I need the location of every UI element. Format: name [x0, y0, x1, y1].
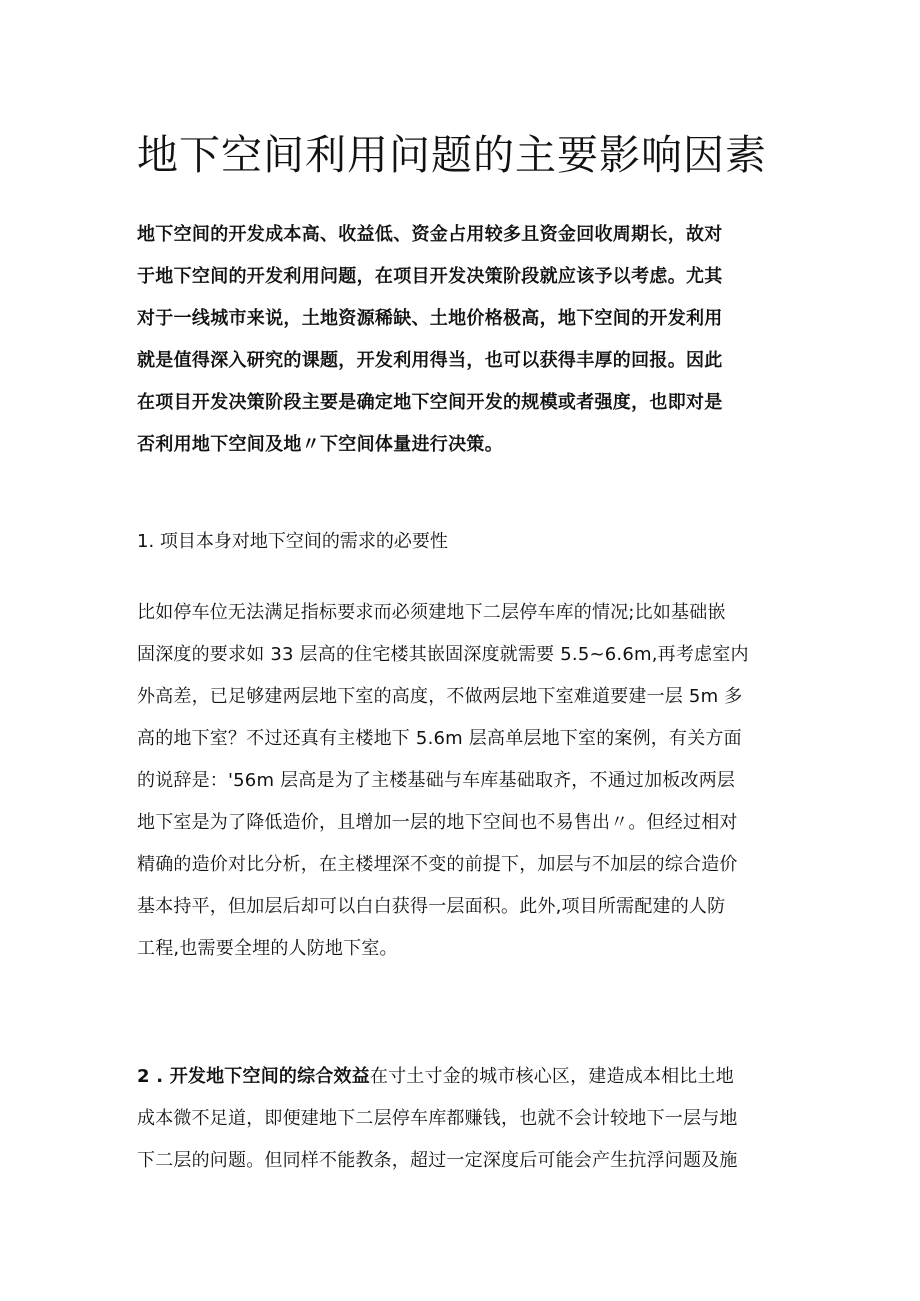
- section-2-line: 下二层的问题。但同样不能教条，超过一定深度后可能会产生抗浮问题及施: [137, 1150, 738, 1171]
- intro-line: 地下空间的开发成本高、收益低、资金占用较多且资金回收周期长，故对: [137, 224, 723, 245]
- section-1-line: 的说辞是：'56m 层高是为了主楼基础与车库基础取齐，不通过加板改两层: [137, 770, 736, 791]
- section-2-first-line: [137, 1056, 797, 1098]
- section-1-line: 固深度的要求如 33 层高的住宅楼其嵌固深度就需要 5.5~6.6m,再考虑室内: [137, 644, 749, 665]
- section-2-paragraph: [137, 1056, 797, 1182]
- section-2-line: 成本微不足道，即便建地下二层停车库都赚钱，也就不会计较地下一层与地: [137, 1108, 738, 1129]
- section-1-line: 基本持平，但加层后却可以白白获得一层面积。此外,项目所需配建的人防: [137, 896, 726, 917]
- intro-line: 就是值得深入研究的课题，开发利用得当，也可以获得丰厚的回报。因此: [137, 350, 723, 371]
- section-1-line: 工程,也需要全埋的人防地下室。: [137, 938, 398, 959]
- intro-line: 对于一线城市来说，土地资源稀缺、土地价格极高，地下空间的开发利用: [137, 308, 723, 329]
- section-2-first-line-text: 在寸土寸金的城市核心区，建造成本相比土地: [369, 1066, 734, 1087]
- section-1-line: 精确的造价对比分析，在主楼埋深不变的前提下，加层与不加层的综合造价: [137, 854, 738, 875]
- section-2-heading: 2 . 开发地下空间的综合效益: [137, 1066, 370, 1087]
- section-1-line: 外高差，已足够建两层地下室的高度，不做两层地下室难道要建一层 5m 多: [137, 686, 743, 707]
- intro-line: 于地下空间的开发利用问题，在项目开发决策阶段就应该予以考虑。尤其: [137, 266, 723, 287]
- intro-line: 否利用地下空间及地〃下空间体量进行决策。: [137, 434, 503, 455]
- section-1-line: 比如停车位无法满足指标要求而必须建地下二层停车库的情况;比如基础嵌: [137, 602, 726, 623]
- section-1-paragraph: [137, 592, 797, 970]
- intro-paragraph: [137, 214, 787, 466]
- section-1-heading: 1. 项目本身对地下空间的需求的必要性: [137, 531, 448, 552]
- section-1-line: 高的地下室？不过还真有主楼地下 5.6m 层高单层地下室的案例，有关方面: [137, 728, 742, 749]
- document-title: 地下空间利用问题的主要影响因素: [137, 131, 767, 179]
- section-1-line: 地下室是为了降低造价，且增加一层的地下空间也不易售出〃。但经过相对: [137, 812, 738, 833]
- intro-line: 在项目开发决策阶段主要是确定地下空间开发的规模或者强度，也即对是: [137, 392, 723, 413]
